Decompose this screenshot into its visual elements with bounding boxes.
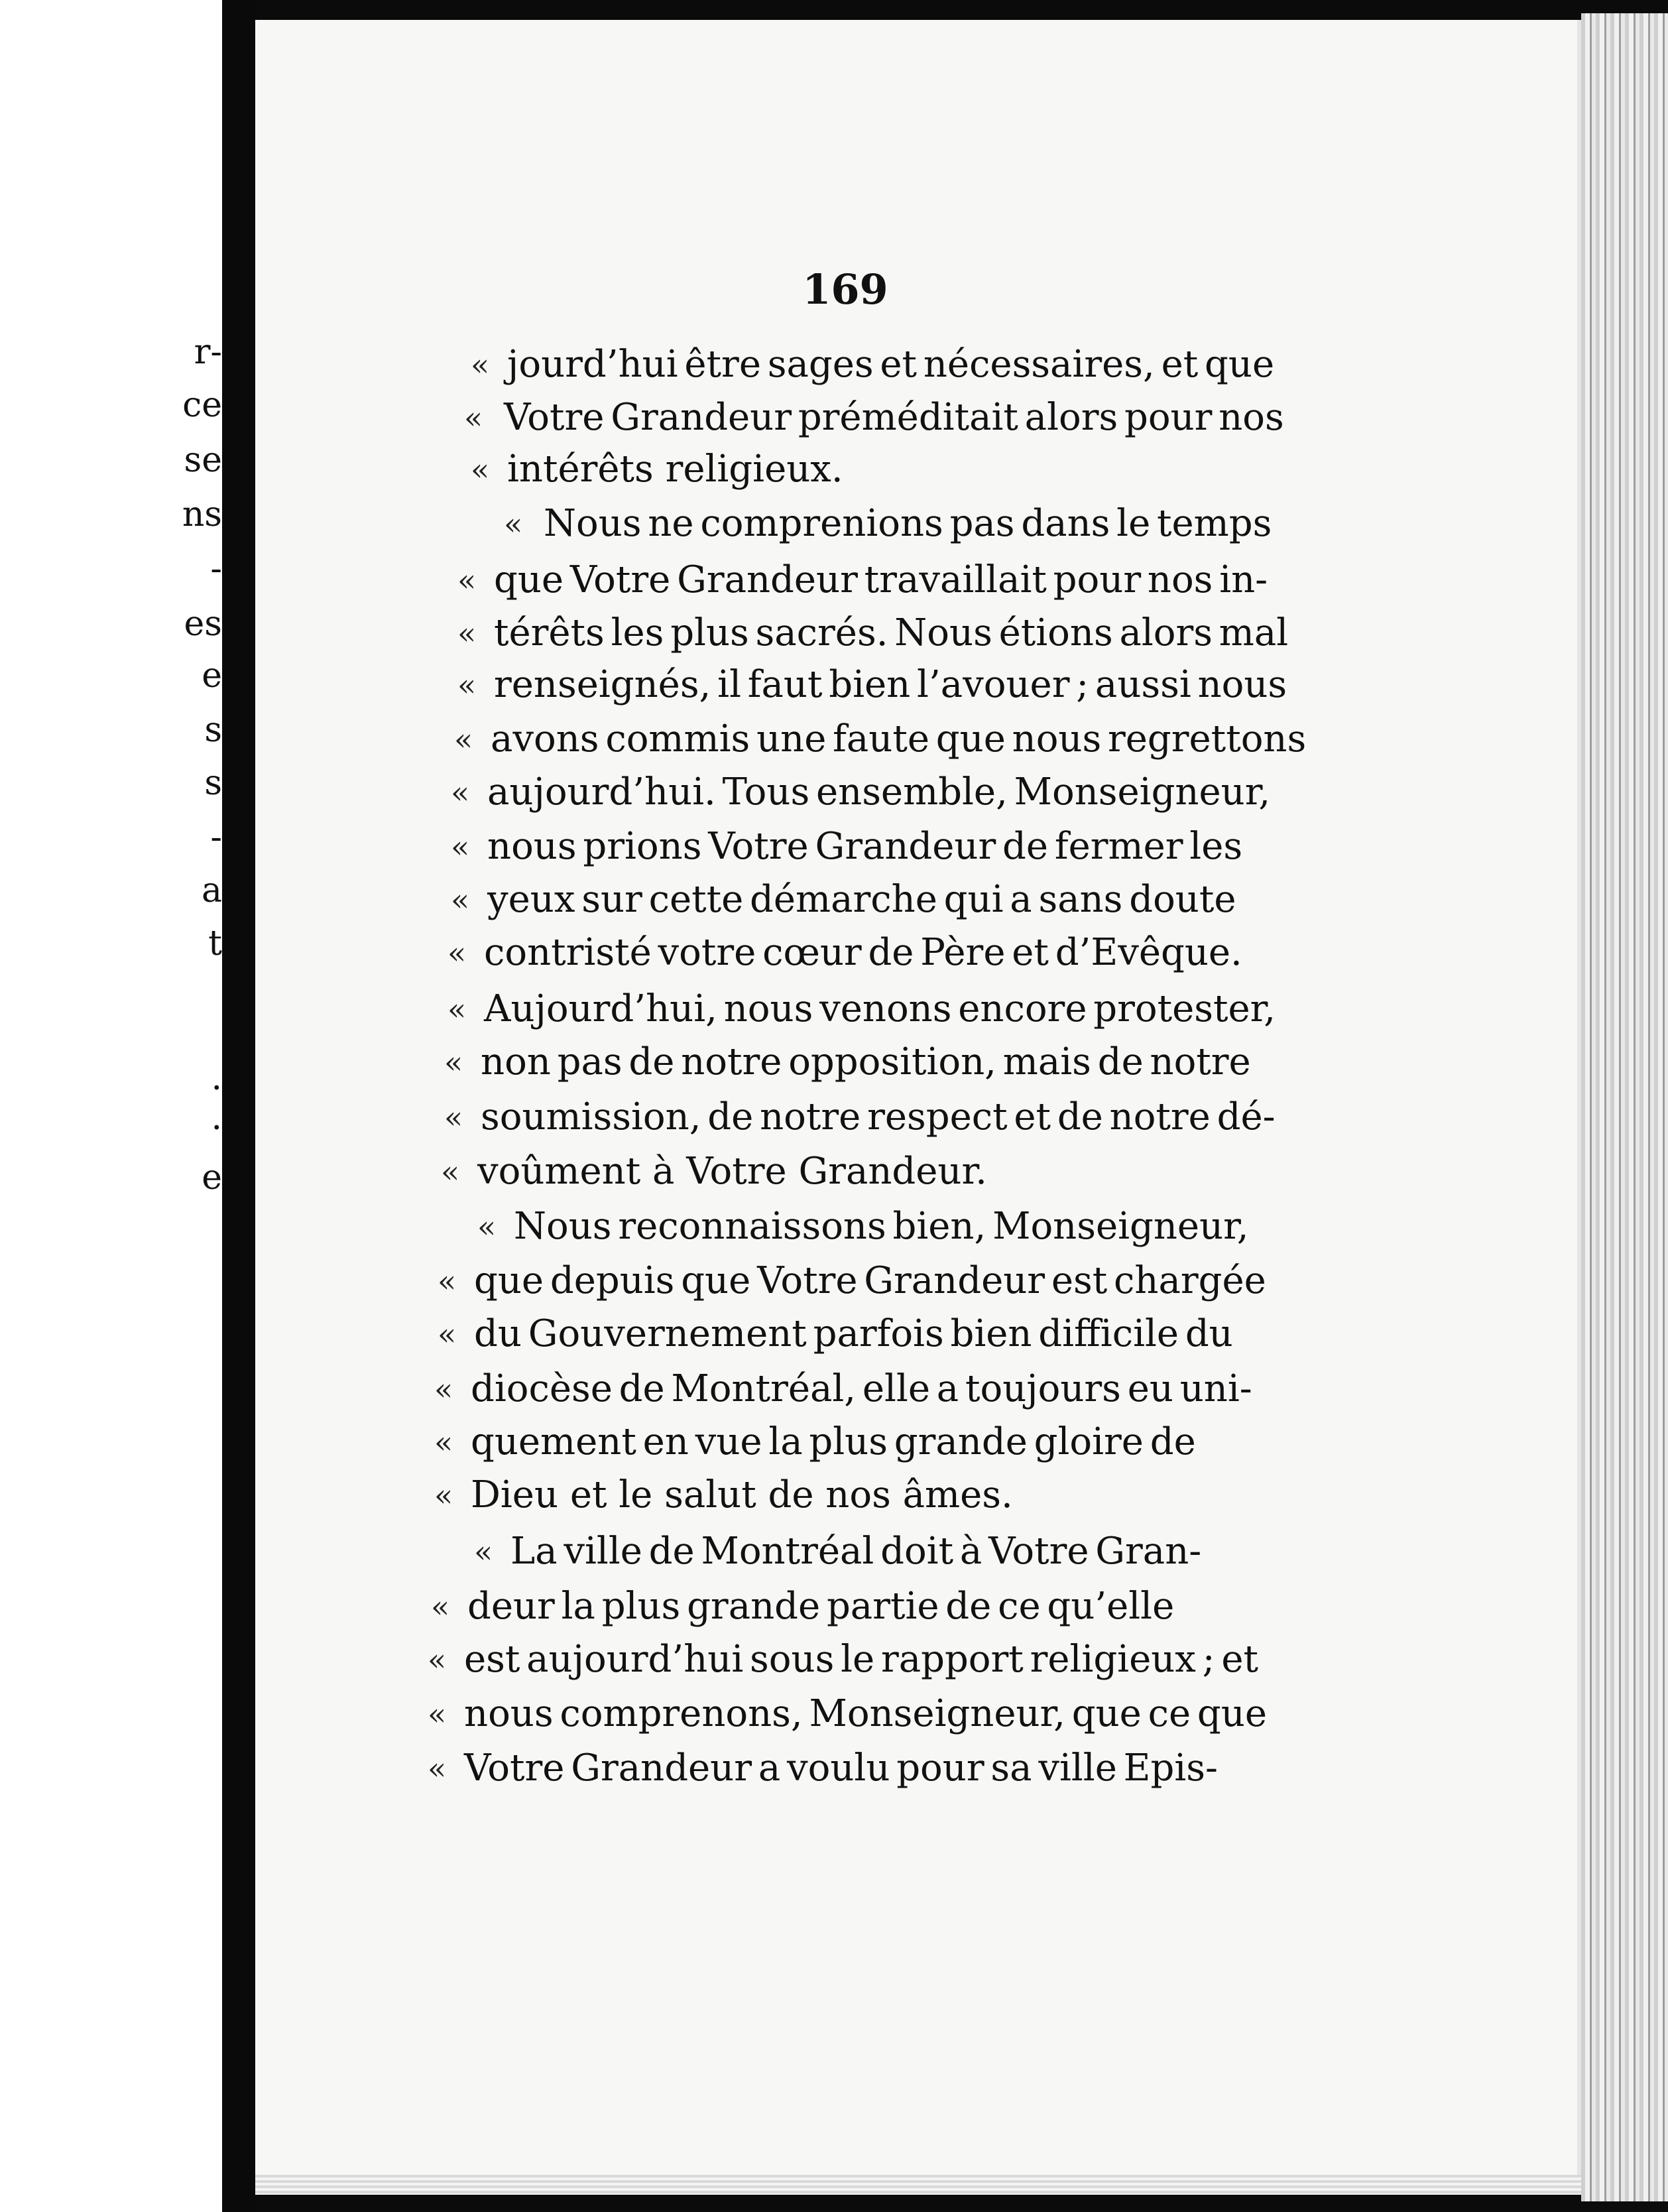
line-text: nous comprenons, Monseigneur, que ce que	[464, 1692, 1267, 1735]
guillemet-mark: «	[451, 829, 470, 865]
left-page-fragment: -	[210, 549, 222, 589]
guillemet-mark: «	[438, 1263, 457, 1299]
guillemet-mark: «	[447, 935, 467, 971]
text-line	[434, 1469, 1177, 1522]
line-text: aujourd’hui. Tous ensemble, Monseigneur,	[487, 770, 1271, 814]
guillemet-mark: «	[444, 1099, 463, 1135]
line-text: avons commis une faute que nous regrettons	[491, 717, 1307, 761]
page-edge-leaves	[1581, 13, 1668, 2201]
line-text: Nous reconnaissons bien, Monseigneur,	[514, 1205, 1249, 1248]
text-line	[464, 391, 1284, 444]
left-page-fragment: s	[204, 763, 222, 803]
page-number: 169	[802, 265, 888, 314]
text-line	[504, 497, 1272, 550]
left-page-fragment: se	[184, 440, 222, 480]
book-gutter	[222, 0, 255, 2212]
left-page-fragment: t	[208, 924, 222, 963]
line-text: nous prions Votre Grandeur de fermer les	[487, 825, 1243, 868]
text-line	[474, 1525, 1202, 1578]
text-line	[428, 1742, 1218, 1795]
line-text: voûment à Votre Grandeur.	[477, 1150, 987, 1193]
guillemet-mark: «	[471, 347, 490, 383]
text-line	[451, 820, 1243, 873]
text-line	[444, 1036, 1251, 1089]
line-text: que depuis que Votre Grandeur est chargée	[474, 1259, 1266, 1302]
guillemet-mark: «	[428, 1642, 447, 1678]
guillemet-mark: «	[451, 774, 470, 810]
text-line	[438, 1308, 1233, 1361]
guillemet-mark: «	[477, 1209, 497, 1245]
guillemet-mark: «	[451, 882, 470, 918]
text-line	[471, 443, 1203, 496]
line-text: intérêts religieux.	[507, 448, 843, 491]
guillemet-mark: «	[457, 562, 477, 598]
guillemet-mark: «	[441, 1154, 460, 1190]
left-page-fragment: es	[184, 604, 222, 644]
line-text: est aujourd’hui sous le rapport religieux ; et	[464, 1638, 1258, 1681]
guillemet-mark: «	[464, 400, 483, 436]
line-text: Nous ne comprenions pas dans le temps	[544, 502, 1272, 545]
text-line	[457, 658, 1287, 711]
text-line	[457, 554, 1268, 607]
guillemet-mark: «	[447, 991, 467, 1027]
text-line	[471, 338, 1275, 391]
line-text: deur la plus grande partie de ce qu’elle	[467, 1585, 1175, 1628]
text-line	[447, 983, 1276, 1036]
line-text: Aujourd’hui, nous venons encore protester,	[484, 987, 1276, 1030]
line-text: renseignés, il faut bien l’avouer ; aussi nous	[494, 663, 1287, 706]
line-text: Votre Grandeur a voulu pour sa ville Epis-	[464, 1747, 1218, 1790]
text-line	[447, 926, 1242, 979]
guillemet-mark: «	[471, 452, 490, 487]
guillemet-mark: «	[438, 1316, 457, 1352]
text-line	[444, 1091, 1276, 1144]
guillemet-mark: «	[434, 1371, 453, 1407]
left-page-fragment: a	[201, 871, 222, 910]
left-facing-page	[0, 0, 222, 2212]
text-line	[451, 873, 1236, 926]
guillemet-mark: «	[457, 615, 477, 651]
line-text: quement en vue la plus grande gloire de	[471, 1420, 1196, 1463]
line-text: du Gouvernement parfois bien difficile du	[474, 1312, 1233, 1355]
guillemet-mark: «	[434, 1424, 453, 1460]
guillemet-mark: «	[434, 1477, 453, 1513]
text-line	[457, 607, 1289, 660]
guillemet-mark: «	[431, 1589, 450, 1625]
left-page-fragment: e	[202, 1158, 222, 1198]
guillemet-mark: «	[474, 1534, 493, 1569]
text-line	[431, 1580, 1173, 1633]
line-text: Dieu et le salut de nos âmes.	[471, 1473, 1013, 1516]
text-line	[434, 1416, 1196, 1469]
guillemet-mark: «	[428, 1751, 447, 1786]
line-text: Votre Grandeur préméditait alors pour nos	[504, 396, 1284, 439]
guillemet-mark: «	[454, 721, 473, 757]
left-page-fragment: .	[211, 1058, 222, 1098]
line-text: jourd’hui être sages et nécessaires, et que	[507, 343, 1275, 386]
left-page-fragment: r-	[194, 332, 222, 372]
line-text: diocèse de Montréal, elle a toujours eu uni-	[471, 1367, 1252, 1410]
text-line	[438, 1255, 1266, 1308]
line-text: La ville de Montréal doit à Votre Gran-	[510, 1530, 1202, 1573]
text-line	[428, 1633, 1258, 1686]
guillemet-mark: «	[444, 1044, 463, 1080]
text-line	[441, 1145, 1187, 1198]
page-bottom-edge	[255, 2175, 1581, 2195]
line-text: soumission, de notre respect et de notre dé-	[481, 1095, 1276, 1138]
line-text: contristé votre cœur de Père et d’Evêque.	[484, 931, 1242, 974]
guillemet-mark: «	[457, 667, 477, 703]
left-page-fragment: e	[202, 656, 222, 696]
left-page-fragment: .	[211, 1098, 222, 1138]
line-text: térêts les plus sacrés. Nous étions alors mal	[494, 611, 1289, 654]
line-text: non pas de notre opposition, mais de notre	[481, 1040, 1251, 1083]
left-page-fragment: ns	[182, 495, 222, 534]
guillemet-mark: «	[428, 1696, 447, 1732]
left-page-fragment: ce	[182, 385, 222, 425]
text-line	[428, 1688, 1267, 1741]
text-line	[454, 713, 1307, 766]
text-line	[477, 1200, 1249, 1253]
line-text: yeux sur cette démarche qui a sans doute	[487, 878, 1236, 921]
guillemet-mark: «	[504, 506, 523, 542]
text-line	[451, 766, 1271, 819]
left-page-fragment: s	[204, 710, 222, 750]
left-page-fragment: -	[210, 818, 222, 857]
text-line	[434, 1363, 1252, 1416]
line-text: que Votre Grandeur travaillait pour nos in-	[494, 558, 1268, 601]
